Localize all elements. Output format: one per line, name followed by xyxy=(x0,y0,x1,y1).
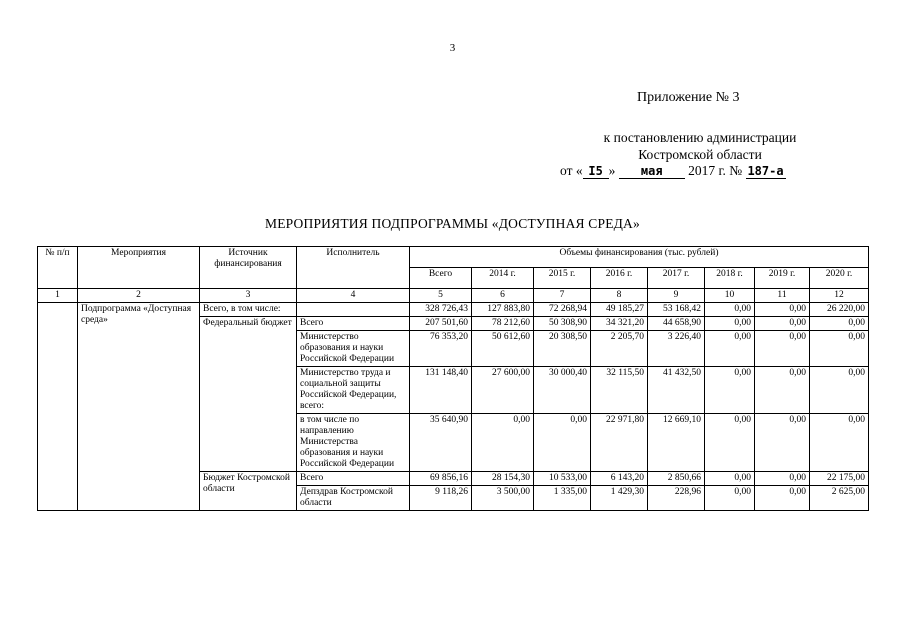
value-cell: 131 148,40 xyxy=(410,367,472,414)
executor-cell: в том числе по направлению Министерства образования и науки Российской Федерации xyxy=(297,414,410,472)
source-cell: Бюджет Костромской области xyxy=(200,472,297,511)
source-cell: Федеральный бюджет xyxy=(200,317,297,472)
header-year: 2015 г. xyxy=(534,268,591,289)
executor-cell xyxy=(297,303,410,317)
decree-number: 187-а xyxy=(747,164,784,178)
value-cell: 0,00 xyxy=(705,317,755,331)
header-row-1 xyxy=(38,247,869,268)
funding-table xyxy=(37,246,869,511)
value-cell: 76 353,20 xyxy=(410,331,472,367)
column-number: 7 xyxy=(534,289,591,303)
value-cell: 0,00 xyxy=(755,317,810,331)
column-number: 4 xyxy=(297,289,410,303)
column-number: 6 xyxy=(472,289,534,303)
value-cell: 3 226,40 xyxy=(648,331,705,367)
value-cell: 28 154,30 xyxy=(472,472,534,486)
value-cell: 41 432,50 xyxy=(648,367,705,414)
value-cell: 1 335,00 xyxy=(534,486,591,511)
value-cell: 0,00 xyxy=(755,331,810,367)
event-cell: Подпрограмма «Доступная среда» xyxy=(78,303,200,511)
header-source: Источник финансирования xyxy=(200,247,297,289)
header-event: Мероприятия xyxy=(78,247,200,289)
decree-line-1: к постановлению администрации xyxy=(603,130,797,145)
table-row xyxy=(38,303,869,317)
decree-day: I5 xyxy=(583,165,609,179)
header-total: Всего xyxy=(410,268,472,289)
value-cell: 0,00 xyxy=(755,472,810,486)
value-cell: 0,00 xyxy=(810,414,869,472)
decree-line-2: Костромской области xyxy=(638,147,762,162)
value-cell: 22 175,00 xyxy=(810,472,869,486)
value-cell: 0,00 xyxy=(705,414,755,472)
column-number: 3 xyxy=(200,289,297,303)
value-cell: 0,00 xyxy=(755,367,810,414)
value-cell: 72 268,94 xyxy=(534,303,591,317)
value-cell: 0,00 xyxy=(705,472,755,486)
value-cell: 0,00 xyxy=(755,414,810,472)
header-executor: Исполнитель xyxy=(297,247,410,289)
row-number-cell xyxy=(38,303,78,511)
executor-cell: Всего xyxy=(297,317,410,331)
header-year: 2019 г. xyxy=(755,268,810,289)
value-cell: 44 658,90 xyxy=(648,317,705,331)
appendix-label: Приложение № 3 xyxy=(637,90,740,105)
column-number: 12 xyxy=(810,289,869,303)
value-cell: 49 185,27 xyxy=(591,303,648,317)
value-cell: 0,00 xyxy=(705,367,755,414)
value-cell: 3 500,00 xyxy=(472,486,534,511)
column-number: 10 xyxy=(705,289,755,303)
value-cell: 27 600,00 xyxy=(472,367,534,414)
value-cell: 0,00 xyxy=(810,331,869,367)
value-cell: 2 850,66 xyxy=(648,472,705,486)
page-number: 3 xyxy=(449,42,456,54)
decree-date xyxy=(560,163,786,179)
value-cell: 9 118,26 xyxy=(410,486,472,511)
value-cell: 0,00 xyxy=(755,486,810,511)
column-number: 2 xyxy=(78,289,200,303)
header-year: 2017 г. xyxy=(648,268,705,289)
value-cell: 34 321,20 xyxy=(591,317,648,331)
value-cell: 69 856,16 xyxy=(410,472,472,486)
value-cell: 20 308,50 xyxy=(534,331,591,367)
value-cell: 22 971,80 xyxy=(591,414,648,472)
value-cell: 0,00 xyxy=(705,486,755,511)
value-cell: 78 212,60 xyxy=(472,317,534,331)
value-cell: 26 220,00 xyxy=(810,303,869,317)
value-cell: 328 726,43 xyxy=(410,303,472,317)
header-year: 2016 г. xyxy=(591,268,648,289)
column-number: 5 xyxy=(410,289,472,303)
value-cell: 228,96 xyxy=(648,486,705,511)
value-cell: 0,00 xyxy=(472,414,534,472)
column-number: 9 xyxy=(648,289,705,303)
value-cell: 0,00 xyxy=(705,303,755,317)
value-cell: 35 640,90 xyxy=(410,414,472,472)
value-cell: 12 669,10 xyxy=(648,414,705,472)
value-cell: 32 115,50 xyxy=(591,367,648,414)
header-year: 2014 г. xyxy=(472,268,534,289)
date-prefix: от « xyxy=(560,163,583,178)
value-cell: 10 533,00 xyxy=(534,472,591,486)
value-cell: 50 612,60 xyxy=(472,331,534,367)
value-cell: 2 205,70 xyxy=(591,331,648,367)
value-cell: 1 429,30 xyxy=(591,486,648,511)
executor-cell: Министерство труда и социальной защиты Российской Федерации, всего: xyxy=(297,367,410,414)
header-num: № п/п xyxy=(38,247,78,289)
executor-cell: Министерство образования и науки Российской Федерации xyxy=(297,331,410,367)
date-mid: » xyxy=(608,163,616,178)
decree-month: мая xyxy=(619,165,685,179)
header-year: 2020 г. xyxy=(810,268,869,289)
header-volumes: Объемы финансирования (тыс. рублей) xyxy=(410,247,869,268)
column-number-row xyxy=(38,289,869,303)
decree-year: 2017 г. № xyxy=(688,163,743,178)
value-cell: 50 308,90 xyxy=(534,317,591,331)
value-cell: 0,00 xyxy=(755,303,810,317)
column-number: 1 xyxy=(38,289,78,303)
value-cell: 53 168,42 xyxy=(648,303,705,317)
value-cell: 207 501,60 xyxy=(410,317,472,331)
column-number: 11 xyxy=(755,289,810,303)
value-cell: 0,00 xyxy=(810,317,869,331)
column-number: 8 xyxy=(591,289,648,303)
executor-cell: Депздрав Костромской области xyxy=(297,486,410,511)
header-year: 2018 г. xyxy=(705,268,755,289)
value-cell: 0,00 xyxy=(810,367,869,414)
value-cell: 6 143,20 xyxy=(591,472,648,486)
document-title: МЕРОПРИЯТИЯ ПОДПРОГРАММЫ «ДОСТУПНАЯ СРЕДА» xyxy=(265,216,640,231)
value-cell: 2 625,00 xyxy=(810,486,869,511)
value-cell: 0,00 xyxy=(705,331,755,367)
value-cell: 127 883,80 xyxy=(472,303,534,317)
source-cell: Всего, в том числе: xyxy=(200,303,297,317)
value-cell: 0,00 xyxy=(534,414,591,472)
value-cell: 30 000,40 xyxy=(534,367,591,414)
executor-cell: Всего xyxy=(297,472,410,486)
